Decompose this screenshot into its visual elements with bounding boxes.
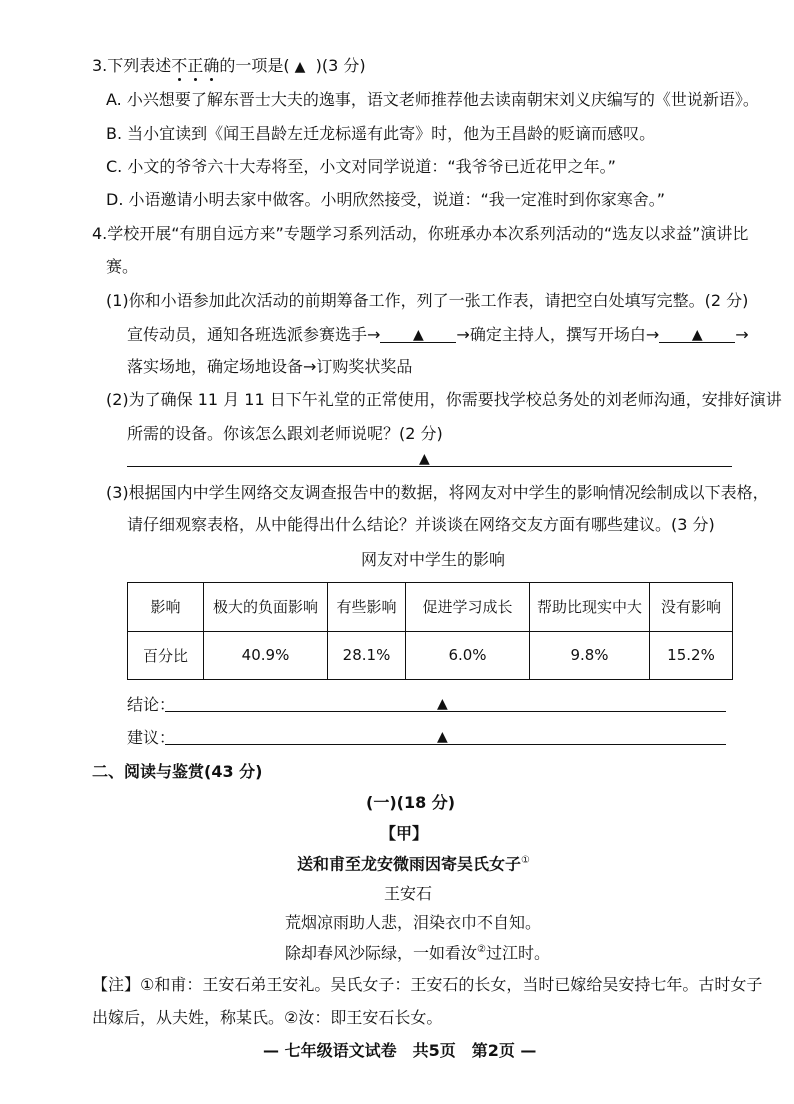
table-cell: 9.8% (530, 631, 650, 680)
conclusion-label: 结论： (127, 695, 176, 714)
annotation-line-2: 出嫁后，从夫姓，称某氏。②汝：即王安石长女。 (92, 1008, 443, 1027)
q3-option-b: B. 当小宜读到《闻王昌龄左迁龙标遥有此寄》时，他为王昌龄的贬谪而感叹。 (106, 124, 656, 143)
q4-part3-stem-line1: (3)根据国内中学生网络交友调查报告中的数据，将网友对中学生的影响情况绘制成以下表格， (106, 483, 769, 502)
q3-option-c: C. 小文的爷爷六十大寿将至，小文对同学说道：“我爷爷已近花甲之年。” (106, 157, 616, 176)
emphasis-char-3: 确 (203, 56, 220, 75)
section-title: 二、阅读与鉴赏(43 分) (92, 762, 263, 781)
poem-title (297, 856, 530, 872)
poem-line-2 (285, 945, 550, 961)
q4-part2-stem-line2: 所需的设备。你该怎么跟刘老师说呢？(2 分) (127, 424, 443, 443)
answer-mark: ▲ (437, 696, 448, 712)
survey-table (127, 582, 733, 680)
q4-part1-workflow (127, 326, 749, 343)
q4-part2-stem-line1: (2)为了确保 11 月 11 日下午礼堂的正常使用，你需要找学校总务处的刘老师沟通，安排好演讲 (106, 390, 782, 409)
part-title: (一)(18 分) (366, 793, 456, 812)
emphasis-char-1: 不 (171, 56, 188, 75)
table-header-cell: 帮助比现实中大 (530, 583, 650, 632)
table-header-cell: 促进学习成长 (406, 583, 530, 632)
table-header-cell: 没有影响 (650, 583, 733, 632)
q4-part3-stem-line2: 请仔细观察表格，从中能得出什么结论？并谈谈在网络交友方面有哪些建议。(3 分) (127, 515, 715, 534)
poem-title-text: 送和甫至龙安微雨因寄吴氏女子 (297, 854, 522, 874)
table-cell: 28.1% (328, 631, 406, 680)
answer-mark: ▲ (437, 729, 448, 745)
workflow-step-2: →确定主持人，撰写开场白→ (456, 325, 660, 344)
table-header-cell: 影响 (128, 583, 204, 632)
table-header-cell: 极大的负面影响 (204, 583, 328, 632)
footnote-mark: ② (477, 944, 486, 955)
q3-prefix: 3.下列表述 (92, 56, 172, 75)
table-row (128, 631, 733, 680)
table-header-row (128, 583, 733, 632)
workflow-arrow: → (735, 325, 749, 344)
q4-stem-line2: 赛。 (106, 257, 139, 276)
poem-line-2-part-b: 过江时。 (485, 943, 550, 963)
table-row-label: 百分比 (128, 631, 204, 680)
table-cell: 6.0% (406, 631, 530, 680)
answer-mark: ▲ (691, 327, 703, 343)
passage-label: 【甲】 (380, 824, 429, 843)
q3-suffix: 的一项是( (219, 56, 290, 75)
table-cell: 40.9% (204, 631, 328, 680)
q3-option-a: A. 小兴想要了解东晋士大夫的逸事，语文老师推荐他去读南朝宋刘义庆编写的《世说新语》。 (106, 90, 759, 109)
answer-mark: ▲ (413, 327, 424, 343)
answer-mark: ▲ (419, 451, 430, 467)
emphasis-char-2: 正 (187, 56, 204, 75)
poem-line-1: 荒烟凉雨助人悲，泪染衣巾不自知。 (285, 913, 542, 932)
answer-mark: ▲ (294, 59, 306, 75)
suggestion-label: 建议： (127, 728, 176, 747)
page-footer: — 七年级语文试卷 共5页 第2页 — (263, 1041, 537, 1060)
q4-part1-stem: (1)你和小语参加此次活动的前期筹备工作，列了一张工作表，请把空白处填写完整。(2 分) (106, 291, 749, 310)
answer-blank-1[interactable] (380, 326, 456, 343)
poem-line-2-part-a: 除却春风沙际绿，一如看汝 (285, 943, 478, 963)
q3-end: )(3 分) (315, 56, 366, 75)
table-header-cell: 有些影响 (328, 583, 406, 632)
poem-author: 王安石 (384, 884, 433, 903)
q4-stem-line1: 4.学校开展“有朋自远方来”专题学习系列活动，你班承办本次系列活动的“选友以求益”演讲比 (92, 224, 749, 243)
workflow-step-1: 宣传动员，通知各班选派参赛选手→ (127, 325, 381, 344)
q3-option-d: D. 小语邀请小明去家中做客。小明欣然接受，说道：“我一定准时到你家寒舍。” (106, 190, 666, 209)
table-title: 网友对中学生的影响 (361, 550, 506, 569)
answer-blank-2[interactable] (659, 326, 735, 343)
footnote-mark: ① (521, 855, 530, 866)
q4-part1-workflow-line3: 落实场地，确定场地设备→订购奖状奖品 (127, 357, 413, 376)
annotation-line-1: 【注】①和甫：王安石弟王安礼。吴氏女子：王安石的长女，当时已嫁给吴安持七年。古时女子 (92, 975, 763, 994)
q3-stem (92, 58, 366, 74)
table-cell: 15.2% (650, 631, 733, 680)
